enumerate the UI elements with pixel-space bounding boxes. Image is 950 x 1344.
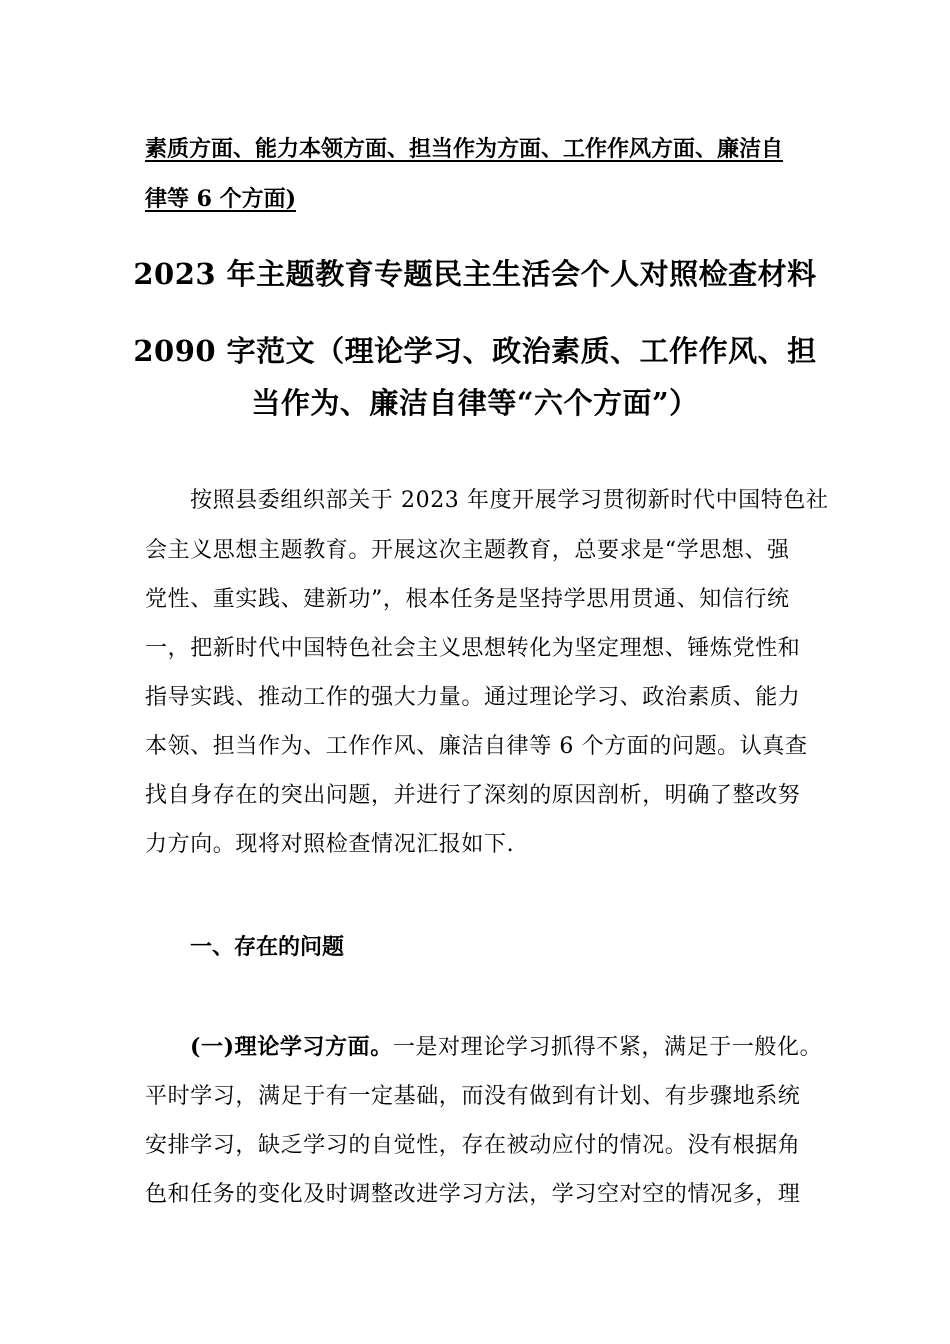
intro-line-7: 找自身存在的突出问题，并进行了深刻的原因剖析，明确了整改努 [145, 783, 801, 808]
subsection-line-3: 安排学习，缺乏学习的自觉性，存在被动应付的情况。没有根据角 [145, 1133, 801, 1158]
intro-line-4: 一，把新时代中国特色社会主义思想转化为坚定理想、锤炼党性和 [145, 636, 801, 661]
header-line-1: 素质方面、能力本领方面、担当作为方面、工作作风方面、廉洁自 [145, 136, 784, 162]
section-heading-problems: 一、存在的问题 [190, 934, 345, 960]
document-title-line-2: 2090 字范文（理论学习、政治素质、工作作风、担 [133, 334, 817, 368]
intro-line-1: 按照县委组织部关于 2023 年度开展学习贯彻新时代中国特色社 [190, 488, 829, 513]
document-title-line-3: 当作为、廉洁自律等“六个方面”） [251, 386, 699, 420]
subsection-line-2: 平时学习，满足于有一定基础，而没有做到有计划、有步骤地系统 [145, 1084, 801, 1109]
subsection-first-text: 一是对理论学习抓得不紧，满足于一般化。 [392, 1035, 823, 1060]
subsection-line-4: 色和任务的变化及时调整改进学习方法，学习空对空的情况多，理 [145, 1182, 801, 1207]
intro-line-6: 本领、担当作为、工作作风、廉洁自律等 6 个方面的问题。认真查 [145, 734, 808, 759]
intro-line-5: 指导实践、推动工作的强大力量。通过理论学习、政治素质、能力 [145, 685, 801, 710]
subsection-first-line [190, 1032, 850, 1063]
subsection-lead: (一)理论学习方面。 [190, 1034, 393, 1060]
intro-line-8: 力方向。现将对照检查情况汇报如下. [145, 832, 515, 857]
intro-line-2: 会主义思想主题教育。开展这次主题教育，总要求是“学思想、强 [145, 538, 790, 563]
header-line-2: 律等 6 个方面) [145, 186, 297, 212]
document-title-line-1: 2023 年主题教育专题民主生活会个人对照检查材料 [133, 257, 817, 291]
intro-line-3: 党性、重实践、建新功”，根本任务是坚持学思用贯通、知信行统 [145, 587, 790, 612]
